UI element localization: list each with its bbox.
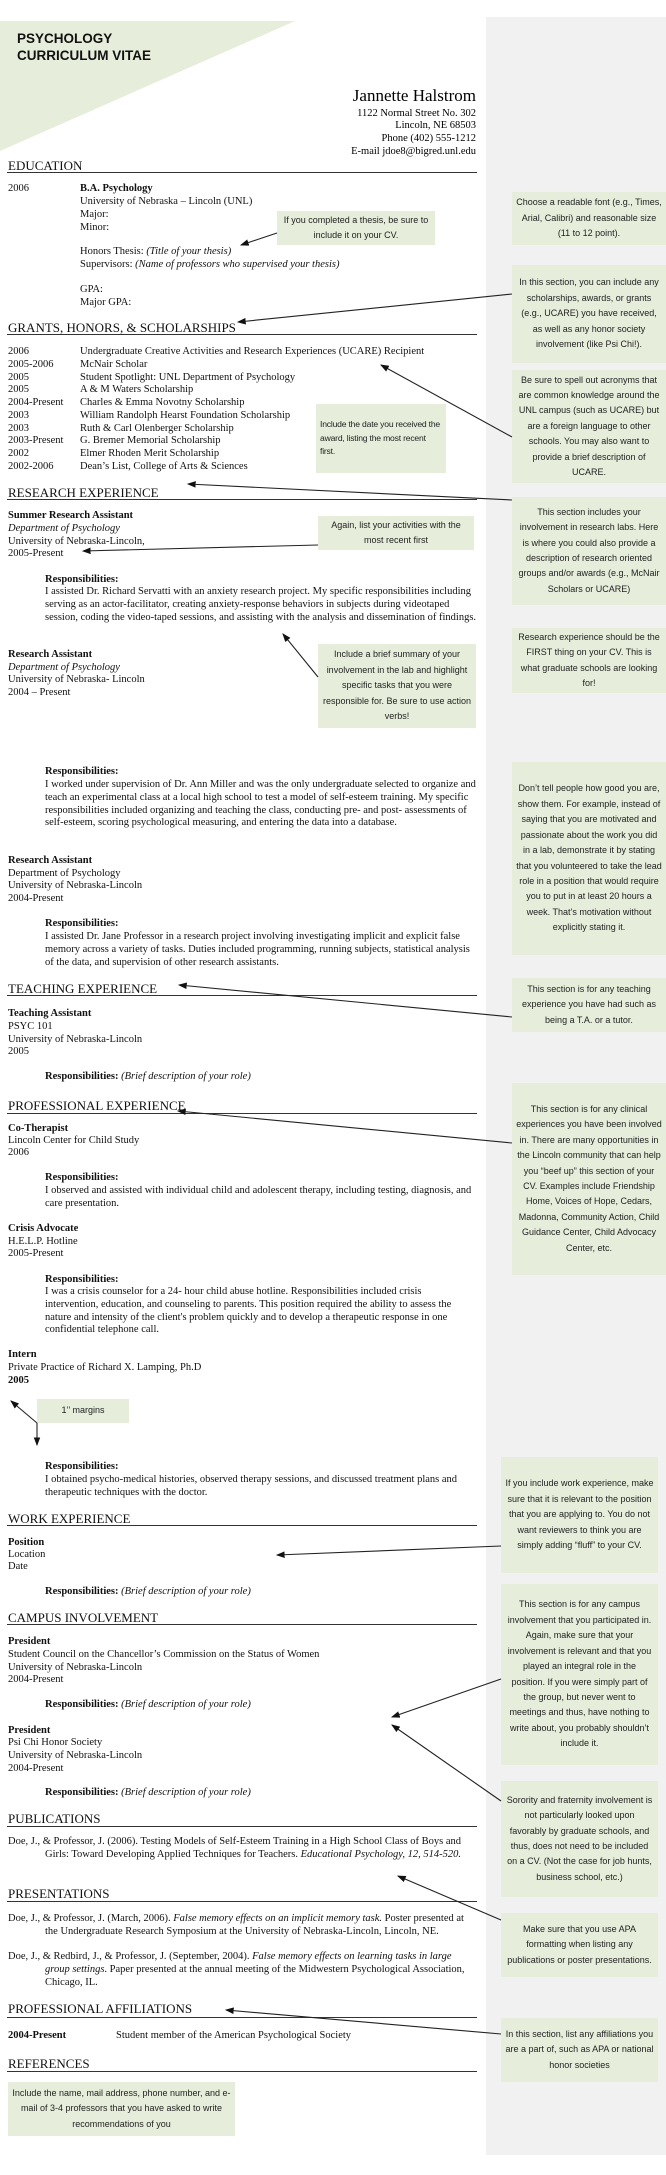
value: (Name of professors who supervised your thesis) — [135, 259, 340, 270]
label: Honors Thesis: — [80, 246, 147, 257]
entry-dates: 2004-Present — [8, 893, 64, 904]
divider — [7, 334, 477, 335]
publication-item — [8, 1836, 477, 1862]
authors: Doe, J., & Redbird, J., & Professor, J. (September, 2004). — [8, 1951, 253, 1962]
entry-dept: Department of Psychology — [8, 868, 121, 879]
resp-text: I was a crisis counselor for a 24- hour child abuse hotline. Responsibilities included crisis intervention, education, and counseling to parents. This position required the ability to assess the nature and intensity of the client's problem quickly and to develop a therapeutic response in one confidential telephone call. — [45, 1286, 452, 1336]
entry-title: Research Assistant — [8, 855, 93, 866]
campus-heading: CAMPUS INVOLVEMENT — [8, 1610, 159, 1625]
resp-text: (Brief description of your role) — [121, 1787, 251, 1798]
resp-text: I assisted Dr. Jane Professor in a research project involving investigating implicit and explicit false memory across a variety of tasks. Duties included programming, running subjects, statistical analysis of the data, and supervision of other research assistants. — [45, 931, 470, 968]
tip-font: Choose a readable font (e.g., Times, Arial, Calibri) and reasonable size (11 to 12 point). — [512, 192, 666, 245]
entry-title: Research Assistant — [8, 649, 93, 660]
grant-title: Ruth & Carl Olenberger Scholarship — [80, 422, 234, 434]
divider — [7, 1113, 477, 1114]
grant-title: Charles & Emma Novotny Scholarship — [80, 397, 245, 408]
professional-heading: PROFESSIONAL EXPERIENCE — [8, 1098, 186, 1113]
tip-grants: In this section, you can include any scholarships, awards, or grants (e.g., UCARE) you have received, as well as any honor society involvement (like Psi Chi!). — [512, 265, 666, 363]
arrow-icon — [277, 1546, 501, 1555]
entry-org: Student Council on the Chancellor’s Commission on the Status of Women — [8, 1649, 320, 1660]
tip-work: If you include work experience, make sure that it is relevant to the position that you are applying to. You do not want reviewers to think you are simply adding “fluff” to your CV. — [501, 1457, 658, 1573]
grant-year: 2005 — [8, 384, 29, 396]
presentation-item — [8, 1951, 477, 1989]
entry-org: Private Practice of Richard X. Lamping, Ph.D — [8, 1362, 202, 1373]
work-heading: WORK EXPERIENCE — [8, 1511, 131, 1526]
resp-text: (Brief description of your role) — [121, 1699, 251, 1710]
divider — [7, 1826, 477, 1827]
education-year: 2006 — [8, 183, 29, 194]
resp-label: Responsibilities: — [45, 1172, 119, 1183]
grant-title: Undergraduate Creative Activities and Research Experiences (UCARE) Recipient — [80, 346, 425, 357]
major: Major: — [80, 209, 109, 220]
supervisors — [80, 259, 339, 272]
arrow-icon — [178, 1111, 512, 1143]
entry-title: Intern — [8, 1349, 37, 1360]
arrow-icon — [283, 634, 318, 677]
grant-title: G. Bremer Memorial Scholarship — [80, 435, 221, 447]
university: University of Nebraska – Lincoln (UNL) — [80, 196, 253, 207]
grant-year: 2005 — [8, 371, 29, 383]
resp-text: I worked under supervision of Dr. Ann Miller and was the only undergraduate selected to organize and teach an experimental class at a local high school to test a model of self-esteem training. My specific responsibilities included organizing and teaching the class, conducting pre- and post- assessments of self-esteem, scoring psychological measuring, and entering the data into a database. — [45, 779, 476, 829]
entry-org: Psi Chi Honor Society — [8, 1737, 103, 1748]
honors-thesis — [80, 246, 231, 259]
entry-dates: 2004-Present — [8, 1674, 64, 1685]
teaching-heading: TEACHING EXPERIENCE — [8, 981, 158, 996]
tip-date: Include the date you received the award, listing the most recent first. — [316, 404, 446, 473]
tip-acronyms: Be sure to spell out acronyms that are common knowledge around the UNL campus (such as UCARE) but are a foreign language to other schools. You may also want to provide a brief description of UCARE. — [512, 370, 666, 483]
arrow-icon — [11, 1401, 37, 1423]
grant-title: Elmer Rhoden Merit Scholarship — [80, 448, 220, 459]
venue: Poster presented at the Undergraduate Research Symposium at the University of Nebraska-Lincoln, Lincoln, NE. — [45, 1913, 464, 1937]
entry-dept: Department of Psychology — [8, 523, 120, 534]
grants-heading: GRANTS, HONORS, & SCHOLARSHIPS — [8, 320, 236, 335]
presentation-item — [8, 1913, 477, 1939]
presentations-heading: PRESENTATIONS — [8, 1886, 110, 1901]
entry-org: Lincoln Center for Child Study — [8, 1135, 140, 1146]
entry-university: University of Nebraska- Lincoln — [8, 674, 145, 685]
entry-university: University of Nebraska-Lincoln — [8, 1750, 143, 1761]
grant-year: 2003 — [8, 409, 29, 421]
citation: Doe, J., & Professor, J. (2006). Testing Models of Self-Esteem Training in a High School Class of Boys and Girls: Toward Developing Applied Techniques for Teachers. — [8, 1836, 462, 1860]
affiliations-heading: PROFESSIONAL AFFILIATIONS — [8, 2001, 193, 2016]
date: Date — [8, 1561, 28, 1572]
resp-text: I observed and assisted with individual child and adolescent therapy, including testing, diagnosis, and care presentation. — [45, 1185, 472, 1209]
divider — [7, 995, 477, 996]
tip-recent: Again, list your activities with the most recent first — [318, 516, 474, 550]
entry-university: University of Nebraska-Lincoln — [8, 1662, 143, 1673]
grant-year: 2002 — [8, 448, 29, 459]
label: Supervisors: — [80, 259, 136, 270]
tip-affiliations: In this section, list any affiliations you are a part of, such as APA or national honor societies — [501, 2018, 658, 2082]
grant-title: Dean’s List, College of Arts & Sciences — [80, 460, 248, 472]
entry-title: Co-Therapist — [8, 1123, 69, 1134]
resp-text: I obtained psycho-medical histories, observed therapy sessions, and discussed treatment plans and therapeutic techniques with the doctor. — [45, 1474, 458, 1498]
entry-dates: 2004 – Present — [8, 687, 71, 698]
tip-greek: Sorority and fraternity involvement is not particularly looked upon favorably by graduate schools, and thus, does not need to be included on a CV. (Not the case for job hunts, business school, etc.) — [501, 1781, 658, 1897]
resp-label: Responsibilities: — [45, 766, 119, 777]
venue: . Paper presented at the annual meeting of the Midwestern Psychological Association, Chicago, IL. — [45, 1963, 465, 1988]
tip-research-first: Research experience should be the FIRST thing on your CV. This is what graduate schools are looking for! — [512, 628, 666, 693]
entry-title: President — [8, 1636, 51, 1647]
presentation-title: False memory effects on learning tasks in large group settings — [45, 1951, 452, 1975]
doc-title-line2: CURRICULUM VITAE — [17, 48, 151, 63]
grant-year: 2002-2006 — [8, 460, 54, 472]
arrow-icon — [179, 985, 512, 1017]
arrow-icon — [392, 1679, 501, 1717]
arrow-icon — [238, 294, 512, 322]
tip-campus: This section is for any campus involvement that you participated in. Again, make sure that your involvement is relevant and that you played an integral role in the position. If you were simply part of the group, but never went to meetings and thus, have nothing to write about, you probably shouldn’t include it. — [501, 1584, 658, 1765]
divider — [7, 499, 477, 500]
entry-dates: 2005-Present — [8, 548, 64, 559]
arrow-icon — [392, 1725, 501, 1801]
resp-line — [45, 1586, 251, 1599]
phone: Phone (402) 555-1212 — [381, 133, 476, 144]
resp-label: Responsibilities: — [45, 1699, 122, 1710]
resp-line — [45, 1787, 251, 1800]
divider — [7, 1525, 477, 1526]
grant-year: 2006 — [8, 346, 29, 357]
major-gpa: Major GPA: — [80, 297, 132, 308]
tip-thesis: If you completed a thesis, be sure to include it on your CV. — [277, 211, 435, 245]
tip-show-dont-tell: Don’t tell people how good you are, show them. For example, instead of saying that you are motivated and passionate about the work you did in a lab, demonstrate it by stating that you volunteered to take the lead role in a position that would require you to put in at least 20 hours a week. That’s motivation without explicitly stating it. — [512, 762, 666, 955]
divider — [7, 172, 477, 173]
entry-dates: 2006 — [8, 1147, 29, 1158]
entry-university: University of Nebraska-Lincoln, — [8, 536, 145, 547]
resp-label: Responsibilities: — [45, 574, 119, 585]
resp-text: (Brief description of your role) — [121, 1071, 251, 1082]
candidate-name: Jannette Halstrom — [352, 86, 476, 105]
arrow-icon — [188, 484, 512, 500]
affiliation-text: Student member of the American Psychological Society — [116, 2030, 352, 2041]
gpa: GPA: — [80, 284, 103, 295]
resp-label: Responsibilities: — [45, 1461, 119, 1472]
tip-teaching: This section is for any teaching experience you have had such as being a T.A. or a tutor. — [512, 978, 666, 1032]
resp-line — [45, 1699, 251, 1712]
entry-university: University of Nebraska-Lincoln — [8, 1034, 143, 1045]
resp-label: Responsibilities: — [45, 918, 119, 929]
tip-summary: Include a brief summary of your involvement in the lab and highlight specific tasks that you were responsible for. Be sure to use action verbs! — [318, 644, 476, 728]
entry-org: H.E.L.P. Hotline — [8, 1236, 78, 1247]
address-line1: 1122 Normal Street No. 302 — [357, 108, 476, 119]
grant-title: William Randolph Hearst Foundation Scholarship — [80, 409, 291, 421]
resp-label: Responsibilities: — [45, 1586, 122, 1597]
email: E-mail jdoe8@bigred.unl.edu — [351, 146, 476, 157]
grant-year: 2003-Present — [8, 435, 64, 447]
entry-title: Summer Research Assistant — [8, 510, 134, 521]
grant-title: Student Spotlight: UNL Department of Psychology — [80, 371, 296, 383]
value: (Title of your thesis) — [146, 246, 232, 257]
position: Position — [8, 1537, 45, 1548]
tip-references: Include the name, mail address, phone number, and e-mail of 3-4 professors that you have asked to write recommendations of you — [8, 2082, 235, 2136]
course: PSYC 101 — [8, 1021, 53, 1032]
authors: Doe, J., & Professor, J. (March, 2006). — [8, 1913, 174, 1924]
divider — [7, 1624, 477, 1625]
grant-year: 2003 — [8, 422, 29, 434]
resp-label: Responsibilities: — [45, 1274, 119, 1285]
resp-label: Responsibilities: — [45, 1787, 122, 1798]
degree: B.A. Psychology — [80, 183, 153, 194]
entry-title: Crisis Advocate — [8, 1223, 79, 1234]
references-heading: REFERENCES — [8, 2056, 90, 2071]
minor: Minor: — [80, 222, 110, 233]
entry-dates: 2005 — [8, 1046, 29, 1057]
grant-title: A & M Waters Scholarship — [80, 384, 194, 396]
divider — [7, 2017, 477, 2018]
resp-label: Responsibilities: — [45, 1071, 122, 1082]
education-heading: EDUCATION — [8, 158, 83, 173]
presentation-title: False memory effects on an implicit memory task. — [173, 1913, 383, 1924]
entry-dates: 2005 — [8, 1375, 29, 1386]
journal: Educational Psychology, 12, 514-520. — [300, 1848, 461, 1860]
arrow-icon — [241, 233, 277, 245]
resp-text: (Brief description of your role) — [121, 1586, 251, 1597]
entry-title: President — [8, 1725, 51, 1736]
resp-line — [45, 1071, 251, 1084]
tip-research: This section includes your involvement in research labs. Here is where you could also provide a description of research oriented groups and/or awards (e.g., McNair Scholars or UCARE) — [512, 497, 666, 605]
doc-title-line1: PSYCHOLOGY — [17, 31, 113, 46]
location: Location — [8, 1549, 46, 1560]
entry-dept: Department of Psychology — [8, 662, 120, 673]
affiliation-dates: 2004-Present — [8, 2030, 67, 2041]
divider — [7, 2071, 477, 2072]
address-line2: Lincoln, NE 68503 — [395, 120, 476, 131]
grant-title: McNair Scholar — [80, 358, 148, 370]
divider — [7, 1901, 477, 1902]
resp-text: I assisted Dr. Richard Servatti with an anxiety research project. My specific responsibilities including serving as an actor-facilitator, creating anxiety-response behaviors in subjects during videotaped session, coding the video-taped sessions, and assisting with the analysis and dissemination of findings. — [45, 586, 477, 623]
entry-title: Teaching Assistant — [8, 1008, 92, 1019]
entry-university: University of Nebraska-Lincoln — [8, 880, 143, 891]
publications-heading: PUBLICATIONS — [8, 1811, 101, 1826]
grant-year: 2005-2006 — [8, 358, 54, 370]
tip-clinical: This section is for any clinical experiences you have been involved in. There are many opportunities in the Lincoln community that can help you “beef up” this section of your CV. Examples include Friendship Home, Voices of Hope, Cedars, Madonna, Community Action, Child Guidance Center, Child Advocacy Center, etc. — [512, 1083, 666, 1275]
grant-year: 2004-Present — [8, 397, 64, 408]
tip-apa: Make sure that you use APA formatting when listing any publications or poster presentations. — [501, 1913, 658, 1977]
entry-dates: 2004-Present — [8, 1763, 64, 1774]
entry-dates: 2005-Present — [8, 1248, 64, 1259]
research-heading: RESEARCH EXPERIENCE — [8, 485, 159, 500]
tip-margins: 1’’ margins — [37, 1399, 129, 1423]
